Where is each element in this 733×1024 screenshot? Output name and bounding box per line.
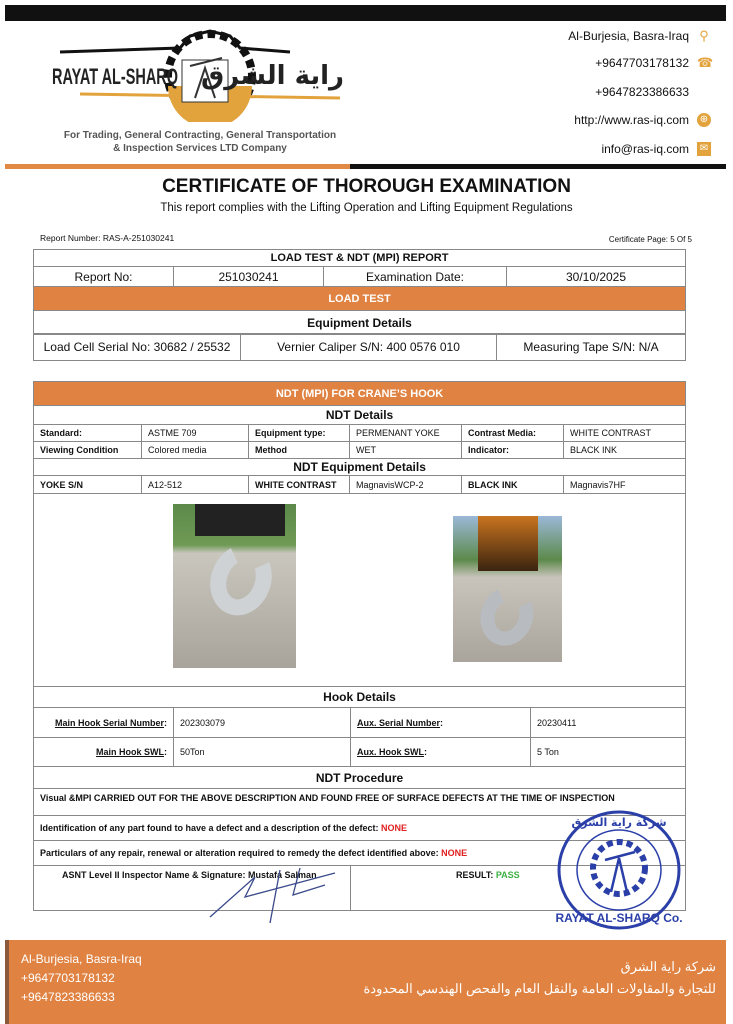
phone2-text[interactable]: +9647823386633 [595,85,689,99]
yoke-sn-label: YOKE S/N [34,476,142,494]
stamp-text: RAYAT AL-SHARQ Co. [555,911,683,925]
tagline-line2: & Inspection Services LTD Company [113,143,287,154]
aux-swl-label: Aux. Hook SWL [357,747,424,757]
hook-photos-cell [34,494,686,687]
globe-icon: ⊕ [697,113,711,127]
footer-address: Al-Burjesia, Basra-Iraq [21,952,142,966]
load-test-banner: LOAD TEST [34,287,686,311]
main-swl-value: 50Ton [174,738,351,767]
website-link[interactable]: http://www.ras-iq.com [574,113,689,127]
indicator-value: BLACK INK [564,442,686,459]
contact-email[interactable] [601,142,711,156]
footer-phone1[interactable]: +9647703178132 [21,971,115,985]
inspector-signature: ASNT Level II Inspector Name & Signature: Mustafa Salman [34,866,351,911]
location-pin-icon: ⚲ [699,28,709,43]
method-value: WET [350,442,462,459]
aux-serial-label: Aux. Serial Number [357,717,441,728]
ndt-banner: NDT (MPI) FOR CRANE’S HOOK [34,382,686,406]
vernier-caliper-serial: Vernier Caliper S/N: 400 0576 010 [241,334,497,361]
load-test-table [33,249,686,335]
load-cell-serial: Load Cell Serial No: 30682 / 25532 [34,334,241,361]
indicator-label: Indicator: [462,442,564,459]
logo-brand-ar: راية الشرق [200,61,344,91]
footer-phone2[interactable]: +9647823386633 [21,990,115,1004]
main-serial-value: 202303079 [174,708,351,738]
page-title: CERTIFICATE OF THOROUGH EXAMINATION [162,176,571,197]
equipment-type-label: Equipment type: [249,425,350,442]
report-heading: LOAD TEST & NDT (MPI) REPORT [34,250,686,267]
report-no-value: 251030241 [174,267,324,287]
black-ink-value: Magnavis7HF [564,476,686,494]
standard-label: Standard: [34,425,142,442]
ndt-procedure-heading: NDT Procedure [34,767,686,789]
company-logo [50,26,350,156]
viewing-condition-value: Colored media [142,442,249,459]
contact-address [568,29,711,43]
visual-statement: Visual &MPI CARRIED OUT FOR THE ABOVE DESCRIPTION AND FOUND FREE OF SURFACE DEFECTS AT THE TIME OF INSPECTION [34,789,686,816]
particulars-value: NONE [441,848,468,858]
hook-photo-1 [173,504,296,668]
particulars-label: Particulars of any repair, renewal or alteration required to remedy the defect identified above: [40,848,442,858]
equipment-type-value: PERMENANT YOKE [350,425,462,442]
email-link[interactable]: info@ras-iq.com [601,142,689,156]
hook-photo-2 [453,516,562,662]
main-serial-label: Main Hook Serial Number [54,717,164,728]
identification-value: NONE [381,823,408,833]
header-rule-black [350,164,726,169]
hook-details-heading: Hook Details [34,687,686,708]
phone1-text[interactable]: +9647703178132 [595,56,689,70]
address-text: Al-Burjesia, Basra-Iraq [568,29,689,43]
result-label: RESULT: [456,870,496,880]
page-subtitle: This report complies with the Lifting Operation and Lifting Equipment Regulations [160,202,573,214]
identification-label: Identification of any part found to have a defect and a description of the defect: [40,823,382,833]
ndt-equipment-heading: NDT Equipment Details [34,459,686,476]
contact-website[interactable] [574,113,711,127]
method-label: Method [249,442,350,459]
ndt-table [33,381,686,687]
exam-date-value: 30/10/2025 [507,267,686,287]
exam-date-label: Examination Date: [324,267,507,287]
report-number: Report Number: RAS-A-251030241 [40,233,175,243]
contact-phone1[interactable] [595,55,714,70]
aux-serial-value: 20230411 [531,708,686,738]
footer-description-ar: للتجارة والمقاولات العامة والنقل العام والفحص الهندسي المحدودة [363,981,716,996]
report-no-label: Report No: [34,267,174,287]
white-contrast-label: WHITE CONTRAST [249,476,350,494]
certificate-page: Certificate Page: 5 Of 5 [608,235,692,244]
top-bar [5,5,726,21]
aux-swl-value: 5 Ton [531,738,686,767]
black-ink-label: BLACK INK [462,476,564,494]
envelope-icon: ✉ [697,142,711,156]
company-stamp [555,808,683,932]
stamp-text-ar: شركة راية الشرق [571,816,667,829]
signature-scribble [205,865,385,930]
hook-details-table: Hook Details Main Hook Serial Number: 202303079 Aux. Serial Number: 20230411 Main Hook SWL: 50Ton Aux. Hook SWL: 5 Ton NDT Procedure Visual &MPI CARRIED OUT FOR THE ABOVE DESCRIPTION AND FOUND FREE OF SURFACE DEFECTS AT THE TIME OF INSPECTION Identification of any part found to have a defect and a description of the defect: NONE Particulars of any repair, renewal or alteration required to remedy the defect identified above: NONE ASNT Level II Inspector Name & Signature: Mustafa Salman RESULT: PASS [33,686,686,911]
contrast-media-label: Contrast Media: [462,425,564,442]
main-swl-label: Main Hook SWL [96,747,164,757]
header-rule-orange [5,164,350,169]
white-contrast-value: MagnavisWCP-2 [350,476,462,494]
phone-icon: ☎ [697,55,714,70]
result-value: PASS [495,870,520,880]
ndt-details-heading: NDT Details [34,406,686,425]
contrast-media-value: WHITE CONTRAST [564,425,686,442]
logo-brand-en: RAYAT AL-SHARQ [52,64,178,89]
footer [5,940,726,1024]
equipment-details-heading: Equipment Details [34,311,686,335]
footer-company-ar: شركة راية الشرق [620,959,716,974]
equipment-row [33,333,686,361]
yoke-sn-value: A12-512 [142,476,249,494]
tagline-line1: For Trading, General Contracting, General Transportation [63,130,337,141]
standard-value: ASTME 709 [142,425,249,442]
viewing-condition-label: Viewing Condition [34,442,142,459]
contact-phone2[interactable] [595,85,711,99]
measuring-tape-serial: Measuring Tape S/N: N/A [497,334,686,361]
